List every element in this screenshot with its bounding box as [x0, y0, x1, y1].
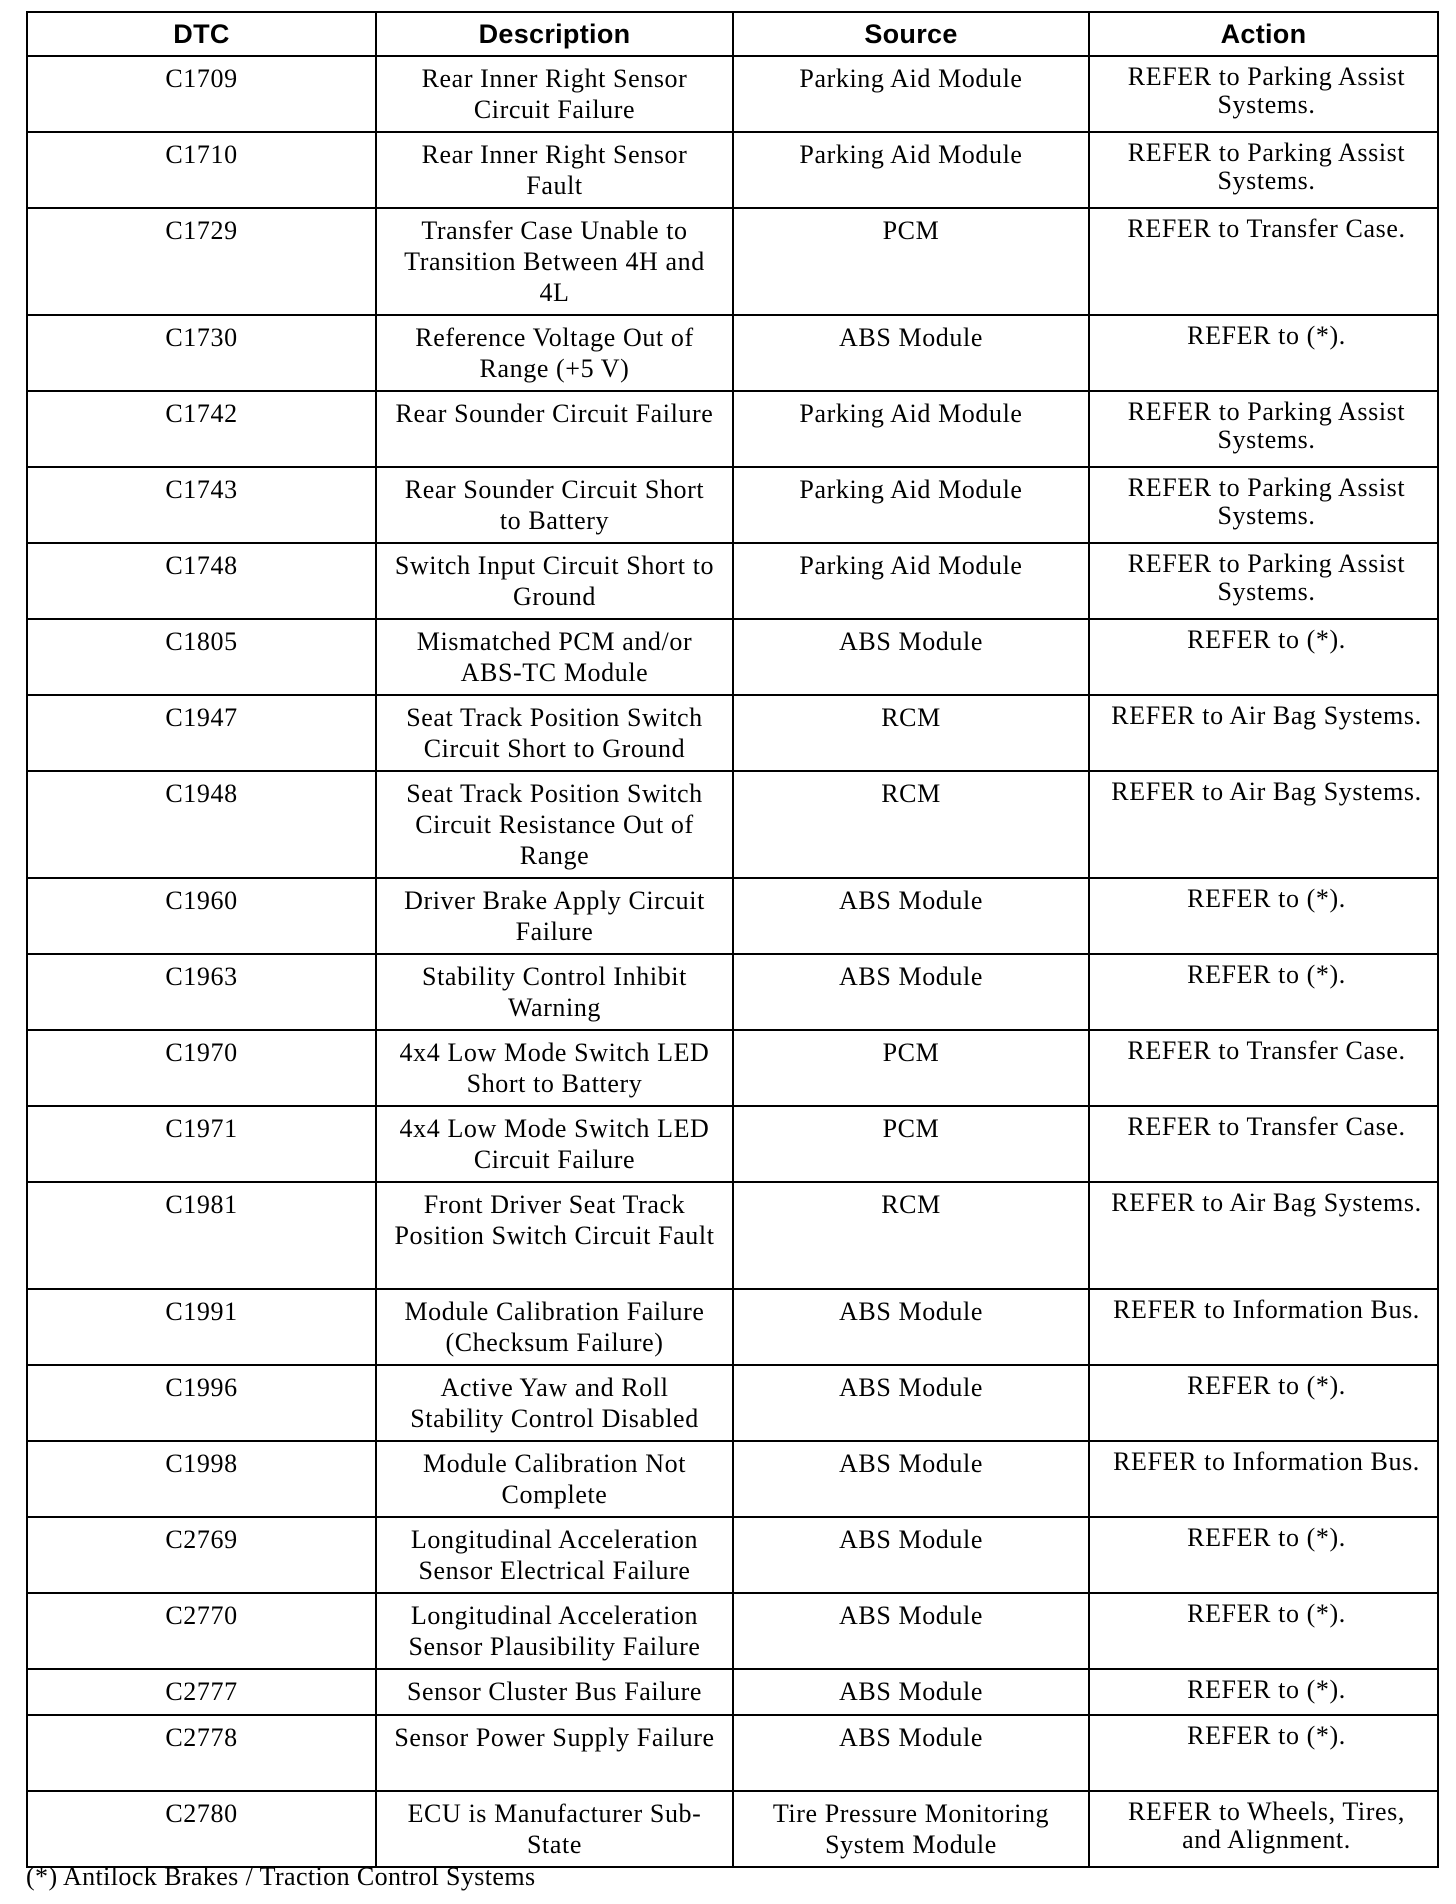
table-row — [27, 878, 1438, 954]
dtc-description: Rear Inner Right Sensor Circuit Failure — [376, 56, 733, 132]
table-header-row — [27, 12, 1438, 56]
dtc-source: ABS Module — [733, 619, 1089, 695]
dtc-source: Parking Aid Module — [733, 467, 1089, 543]
dtc-action: REFER to Parking Assist Systems. — [1089, 543, 1438, 619]
dtc-action: REFER to Parking Assist Systems. — [1089, 56, 1438, 132]
dtc-description: Module Calibration Failure (Checksum Failure) — [376, 1289, 733, 1365]
dtc-description: ECU is Manufacturer Sub-State — [376, 1791, 733, 1867]
dtc-action: REFER to Air Bag Systems. — [1089, 1182, 1438, 1289]
dtc-code: C1970 — [27, 1030, 376, 1106]
dtc-source: Parking Aid Module — [733, 56, 1089, 132]
dtc-description: Reference Voltage Out of Range (+5 V) — [376, 315, 733, 391]
footnote: (*) Antilock Brakes / Traction Control Systems — [26, 1862, 536, 1891]
dtc-description: 4x4 Low Mode Switch LED Circuit Failure — [376, 1106, 733, 1182]
dtc-description: Sensor Cluster Bus Failure — [376, 1669, 733, 1715]
dtc-source: ABS Module — [733, 1441, 1089, 1517]
dtc-action: REFER to Information Bus. — [1089, 1289, 1438, 1365]
dtc-description: Rear Sounder Circuit Failure — [376, 391, 733, 467]
header-source: Source — [733, 12, 1089, 56]
table-row — [27, 543, 1438, 619]
dtc-description: Driver Brake Apply Circuit Failure — [376, 878, 733, 954]
dtc-description: Sensor Power Supply Failure — [376, 1715, 733, 1791]
table-row — [27, 391, 1438, 467]
table-row — [27, 619, 1438, 695]
dtc-description: Transfer Case Unable to Transition Between 4H and 4L — [376, 208, 733, 315]
dtc-action: REFER to Parking Assist Systems. — [1089, 132, 1438, 208]
dtc-source: ABS Module — [733, 315, 1089, 391]
dtc-code: C2778 — [27, 1715, 376, 1791]
table-row — [27, 208, 1438, 315]
dtc-source: ABS Module — [733, 1365, 1089, 1441]
table-row — [27, 56, 1438, 132]
dtc-description: Active Yaw and Roll Stability Control Disabled — [376, 1365, 733, 1441]
dtc-source: PCM — [733, 1030, 1089, 1106]
header-action: Action — [1089, 12, 1438, 56]
dtc-description: Rear Sounder Circuit Short to Battery — [376, 467, 733, 543]
dtc-action: REFER to (*). — [1089, 878, 1438, 954]
dtc-action: REFER to (*). — [1089, 1365, 1438, 1441]
dtc-action: REFER to Air Bag Systems. — [1089, 771, 1438, 878]
dtc-code: C1981 — [27, 1182, 376, 1289]
dtc-action: REFER to (*). — [1089, 315, 1438, 391]
dtc-source: Tire Pressure Monitoring System Module — [733, 1791, 1089, 1867]
header-description: Description — [376, 12, 733, 56]
dtc-description: 4x4 Low Mode Switch LED Short to Battery — [376, 1030, 733, 1106]
dtc-source: ABS Module — [733, 878, 1089, 954]
dtc-description: Switch Input Circuit Short to Ground — [376, 543, 733, 619]
dtc-source: ABS Module — [733, 1669, 1089, 1715]
dtc-action: REFER to (*). — [1089, 619, 1438, 695]
dtc-action: REFER to (*). — [1089, 1517, 1438, 1593]
table-row — [27, 1517, 1438, 1593]
dtc-action: REFER to Parking Assist Systems. — [1089, 391, 1438, 467]
dtc-action: REFER to Transfer Case. — [1089, 208, 1438, 315]
dtc-source: Parking Aid Module — [733, 391, 1089, 467]
dtc-code: C1743 — [27, 467, 376, 543]
dtc-source: Parking Aid Module — [733, 132, 1089, 208]
dtc-code: C1996 — [27, 1365, 376, 1441]
dtc-code: C1991 — [27, 1289, 376, 1365]
table-row — [27, 1182, 1438, 1289]
dtc-description: Module Calibration Not Complete — [376, 1441, 733, 1517]
table-row — [27, 695, 1438, 771]
table-row — [27, 467, 1438, 543]
table-row — [27, 1289, 1438, 1365]
table-row — [27, 771, 1438, 878]
table-row — [27, 315, 1438, 391]
dtc-code: C1963 — [27, 954, 376, 1030]
dtc-code: C1709 — [27, 56, 376, 132]
dtc-description: Front Driver Seat Track Position Switch Circuit Fault — [376, 1182, 733, 1289]
header-dtc: DTC — [27, 12, 376, 56]
table-row — [27, 1669, 1438, 1715]
table-row — [27, 1791, 1438, 1867]
dtc-action: REFER to Transfer Case. — [1089, 1030, 1438, 1106]
dtc-code: C2769 — [27, 1517, 376, 1593]
dtc-action: REFER to (*). — [1089, 1715, 1438, 1791]
dtc-source: PCM — [733, 208, 1089, 315]
dtc-source: ABS Module — [733, 1593, 1089, 1669]
dtc-source: ABS Module — [733, 1289, 1089, 1365]
dtc-description: Seat Track Position Switch Circuit Resistance Out of Range — [376, 771, 733, 878]
table-row — [27, 1030, 1438, 1106]
dtc-code: C1948 — [27, 771, 376, 878]
dtc-source: ABS Module — [733, 954, 1089, 1030]
dtc-action: REFER to (*). — [1089, 1669, 1438, 1715]
dtc-code: C2777 — [27, 1669, 376, 1715]
dtc-action: REFER to Transfer Case. — [1089, 1106, 1438, 1182]
dtc-action: REFER to Information Bus. — [1089, 1441, 1438, 1517]
dtc-code: C1998 — [27, 1441, 376, 1517]
dtc-description: Seat Track Position Switch Circuit Short to Ground — [376, 695, 733, 771]
table-row — [27, 1715, 1438, 1791]
table-row — [27, 1106, 1438, 1182]
dtc-action: REFER to (*). — [1089, 954, 1438, 1030]
dtc-code: C1742 — [27, 391, 376, 467]
dtc-code: C1729 — [27, 208, 376, 315]
dtc-table — [26, 11, 1439, 1868]
dtc-action: REFER to (*). — [1089, 1593, 1438, 1669]
dtc-source: ABS Module — [733, 1715, 1089, 1791]
table-row — [27, 1441, 1438, 1517]
dtc-code: C1730 — [27, 315, 376, 391]
dtc-description: Mismatched PCM and/or ABS-TC Module — [376, 619, 733, 695]
table-row — [27, 132, 1438, 208]
table-row — [27, 1365, 1438, 1441]
dtc-action: REFER to Parking Assist Systems. — [1089, 467, 1438, 543]
dtc-code: C1748 — [27, 543, 376, 619]
dtc-source: Parking Aid Module — [733, 543, 1089, 619]
dtc-action: REFER to Air Bag Systems. — [1089, 695, 1438, 771]
dtc-description: Stability Control Inhibit Warning — [376, 954, 733, 1030]
table-row — [27, 954, 1438, 1030]
dtc-source: RCM — [733, 1182, 1089, 1289]
dtc-code: C1710 — [27, 132, 376, 208]
dtc-source: RCM — [733, 695, 1089, 771]
dtc-action: REFER to Wheels, Tires, and Alignment. — [1089, 1791, 1438, 1867]
dtc-description: Longitudinal Acceleration Sensor Plausibility Failure — [376, 1593, 733, 1669]
dtc-code: C1971 — [27, 1106, 376, 1182]
dtc-code: C2770 — [27, 1593, 376, 1669]
dtc-source: PCM — [733, 1106, 1089, 1182]
dtc-source: RCM — [733, 771, 1089, 878]
dtc-description: Rear Inner Right Sensor Fault — [376, 132, 733, 208]
dtc-code: C1960 — [27, 878, 376, 954]
dtc-code: C1805 — [27, 619, 376, 695]
dtc-description: Longitudinal Acceleration Sensor Electrical Failure — [376, 1517, 733, 1593]
table-row — [27, 1593, 1438, 1669]
dtc-code: C1947 — [27, 695, 376, 771]
dtc-source: ABS Module — [733, 1517, 1089, 1593]
dtc-code: C2780 — [27, 1791, 376, 1867]
